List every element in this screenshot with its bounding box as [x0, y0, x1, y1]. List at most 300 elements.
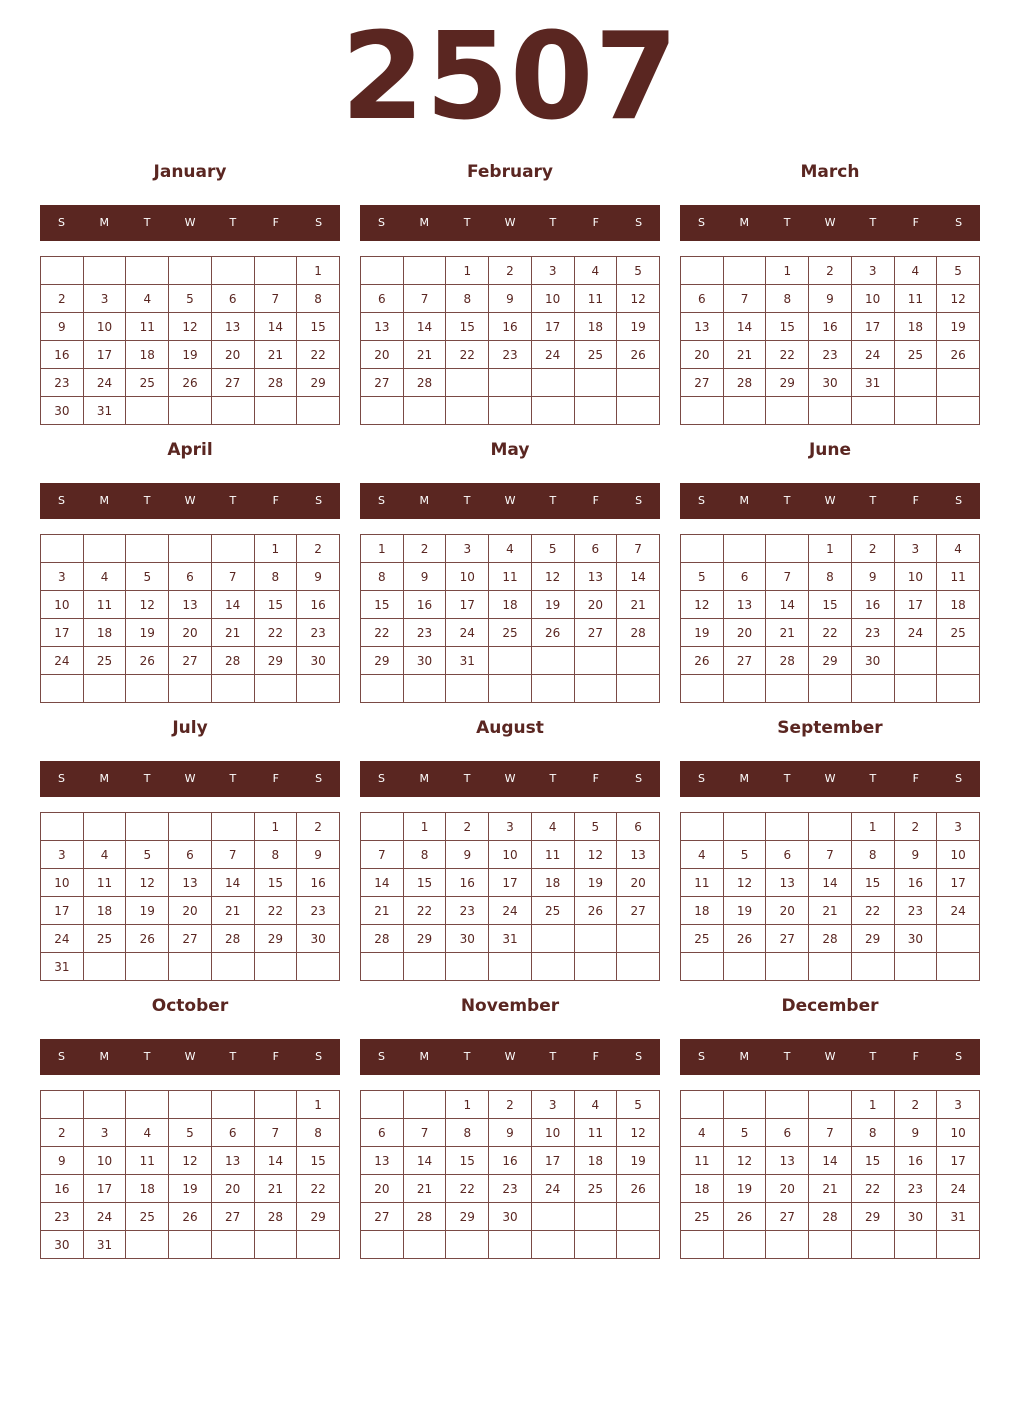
day-cell: 5 [617, 1091, 660, 1119]
day-cell: 7 [809, 1119, 852, 1147]
month-name: May [490, 440, 530, 460]
day-cell: 28 [617, 619, 660, 647]
weekday-label: T [229, 772, 237, 785]
day-cell: 27 [169, 647, 212, 675]
day-cell: 1 [254, 813, 297, 841]
day-cell: 10 [41, 591, 84, 619]
empty-cell [254, 1231, 297, 1259]
weekday-label: F [912, 494, 919, 507]
day-cell: 4 [681, 841, 724, 869]
day-cell: 5 [681, 563, 724, 591]
week-row [681, 869, 980, 897]
empty-cell [531, 953, 574, 981]
day-cell: 19 [126, 897, 169, 925]
weekday-label: M [99, 216, 110, 229]
weekday-label: S [315, 772, 323, 785]
day-cell: 23 [809, 341, 852, 369]
weekday-label: T [229, 494, 237, 507]
week-row [41, 1175, 340, 1203]
weekday-header [680, 205, 980, 241]
day-grid [40, 1090, 340, 1259]
month-name: September [777, 718, 883, 738]
day-cell: 9 [894, 1119, 937, 1147]
empty-cell [83, 813, 126, 841]
empty-cell [617, 397, 660, 425]
day-cell: 8 [851, 841, 894, 869]
empty-cell [41, 257, 84, 285]
day-cell: 13 [617, 841, 660, 869]
day-cell: 17 [531, 1147, 574, 1175]
month-name: June [808, 440, 852, 460]
day-cell: 24 [489, 897, 532, 925]
empty-cell [211, 535, 254, 563]
day-cell: 16 [489, 1147, 532, 1175]
empty-cell [41, 535, 84, 563]
day-cell: 25 [83, 647, 126, 675]
week-row [681, 591, 980, 619]
day-cell: 29 [297, 1203, 340, 1231]
week-row [41, 257, 340, 285]
day-cell: 8 [446, 1119, 489, 1147]
day-cell: 19 [617, 313, 660, 341]
day-cell: 29 [403, 925, 446, 953]
weekday-label: S [955, 772, 963, 785]
day-cell: 19 [723, 1175, 766, 1203]
day-cell: 13 [723, 591, 766, 619]
empty-cell [211, 397, 254, 425]
week-row [41, 869, 340, 897]
day-cell: 13 [361, 1147, 404, 1175]
day-cell: 23 [403, 619, 446, 647]
empty-cell [361, 397, 404, 425]
day-cell: 5 [169, 1119, 212, 1147]
day-cell: 22 [809, 619, 852, 647]
day-cell: 1 [403, 813, 446, 841]
day-cell: 14 [254, 313, 297, 341]
day-cell: 20 [766, 897, 809, 925]
day-cell: 30 [446, 925, 489, 953]
empty-cell [297, 953, 340, 981]
day-cell: 24 [937, 1175, 980, 1203]
week-row [361, 369, 660, 397]
day-cell: 2 [41, 285, 84, 313]
weekday-label: S [635, 1050, 643, 1063]
day-cell: 26 [723, 1203, 766, 1231]
day-cell: 8 [766, 285, 809, 313]
day-cell: 18 [681, 897, 724, 925]
empty-cell [41, 1091, 84, 1119]
weekday-label: F [272, 216, 279, 229]
empty-cell [169, 1231, 212, 1259]
weekday-label: M [739, 772, 750, 785]
day-cell: 19 [169, 1175, 212, 1203]
day-cell: 21 [723, 341, 766, 369]
week-row [681, 563, 980, 591]
day-cell: 5 [617, 257, 660, 285]
day-cell: 30 [403, 647, 446, 675]
day-cell: 24 [531, 341, 574, 369]
day-cell: 3 [531, 1091, 574, 1119]
day-cell: 19 [617, 1147, 660, 1175]
day-cell: 3 [937, 813, 980, 841]
day-cell: 12 [169, 1147, 212, 1175]
weekday-label: M [419, 1050, 430, 1063]
day-cell: 9 [446, 841, 489, 869]
empty-cell [617, 925, 660, 953]
day-cell: 16 [41, 1175, 84, 1203]
week-row [681, 535, 980, 563]
day-grid [680, 812, 980, 981]
day-cell: 18 [681, 1175, 724, 1203]
weekday-label: W [504, 216, 516, 229]
day-cell: 23 [297, 619, 340, 647]
day-cell: 16 [851, 591, 894, 619]
month-name: March [800, 162, 860, 182]
empty-cell [574, 675, 617, 703]
empty-cell [851, 675, 894, 703]
weekday-label: W [504, 494, 516, 507]
empty-cell [723, 397, 766, 425]
day-cell: 28 [254, 369, 297, 397]
day-cell: 1 [254, 535, 297, 563]
day-cell: 15 [297, 1147, 340, 1175]
day-cell: 2 [809, 257, 852, 285]
week-row [361, 563, 660, 591]
day-cell: 29 [766, 369, 809, 397]
month-name: August [476, 718, 544, 738]
day-cell: 21 [211, 897, 254, 925]
day-cell: 15 [851, 1147, 894, 1175]
day-cell: 11 [126, 1147, 169, 1175]
empty-cell [809, 1231, 852, 1259]
week-row [361, 1203, 660, 1231]
week-row [681, 1231, 980, 1259]
day-cell: 31 [83, 397, 126, 425]
day-cell: 12 [126, 591, 169, 619]
weekday-label: T [869, 216, 877, 229]
weekday-header [40, 483, 340, 519]
day-cell: 26 [937, 341, 980, 369]
day-cell: 29 [297, 369, 340, 397]
day-cell: 26 [169, 369, 212, 397]
empty-cell [361, 1091, 404, 1119]
empty-cell [723, 813, 766, 841]
day-cell: 18 [531, 869, 574, 897]
day-cell: 6 [617, 813, 660, 841]
empty-cell [809, 1091, 852, 1119]
day-cell: 4 [126, 285, 169, 313]
empty-cell [489, 397, 532, 425]
day-cell: 24 [83, 1203, 126, 1231]
day-cell: 29 [446, 1203, 489, 1231]
month-name: February [466, 162, 554, 182]
day-cell: 2 [297, 813, 340, 841]
day-cell: 11 [574, 1119, 617, 1147]
day-cell: 15 [446, 1147, 489, 1175]
day-cell: 21 [403, 1175, 446, 1203]
weekday-label: F [912, 772, 919, 785]
weekday-label: W [184, 772, 196, 785]
empty-cell [254, 397, 297, 425]
day-cell: 30 [851, 647, 894, 675]
week-row [681, 619, 980, 647]
empty-cell [446, 397, 489, 425]
day-cell: 22 [254, 897, 297, 925]
day-cell: 23 [297, 897, 340, 925]
day-cell: 29 [361, 647, 404, 675]
weekday-label: S [697, 216, 705, 229]
weekday-label: S [57, 216, 65, 229]
day-cell: 24 [41, 925, 84, 953]
day-cell: 26 [126, 925, 169, 953]
day-cell: 3 [894, 535, 937, 563]
day-cell: 6 [211, 285, 254, 313]
week-row [681, 1203, 980, 1231]
empty-cell [126, 1231, 169, 1259]
weekday-label: F [912, 1050, 919, 1063]
week-row [361, 897, 660, 925]
day-grid [680, 256, 980, 425]
day-cell: 26 [617, 341, 660, 369]
day-cell: 6 [723, 563, 766, 591]
weekday-label: M [99, 1050, 110, 1063]
weekday-label: T [549, 216, 557, 229]
month-name: December [781, 996, 879, 1016]
day-cell: 5 [723, 841, 766, 869]
weekday-header [680, 1039, 980, 1075]
weekday-header [680, 483, 980, 519]
day-cell: 15 [403, 869, 446, 897]
day-cell: 2 [489, 1091, 532, 1119]
day-cell: 5 [169, 285, 212, 313]
week-row [361, 841, 660, 869]
week-row [681, 841, 980, 869]
day-cell: 18 [126, 1175, 169, 1203]
day-cell: 18 [489, 591, 532, 619]
day-cell: 10 [83, 1147, 126, 1175]
day-cell: 8 [254, 841, 297, 869]
empty-cell [211, 257, 254, 285]
weekday-label: F [272, 1050, 279, 1063]
day-cell: 22 [446, 1175, 489, 1203]
day-cell: 30 [894, 925, 937, 953]
day-cell: 2 [489, 257, 532, 285]
empty-cell [937, 369, 980, 397]
empty-cell [851, 953, 894, 981]
weekday-label: W [184, 1050, 196, 1063]
day-cell: 22 [297, 341, 340, 369]
day-cell: 7 [766, 563, 809, 591]
weekday-label: M [99, 772, 110, 785]
empty-cell [211, 1231, 254, 1259]
empty-cell [937, 1231, 980, 1259]
day-cell: 28 [766, 647, 809, 675]
empty-cell [681, 257, 724, 285]
day-cell: 13 [681, 313, 724, 341]
day-cell: 3 [531, 257, 574, 285]
day-cell: 9 [41, 1147, 84, 1175]
day-cell: 22 [403, 897, 446, 925]
empty-cell [723, 257, 766, 285]
day-cell: 20 [574, 591, 617, 619]
empty-cell [574, 369, 617, 397]
week-row [681, 285, 980, 313]
day-cell: 6 [361, 285, 404, 313]
empty-cell [297, 675, 340, 703]
weekday-label: T [783, 216, 791, 229]
empty-cell [83, 257, 126, 285]
empty-cell [681, 397, 724, 425]
empty-cell [617, 369, 660, 397]
day-cell: 15 [766, 313, 809, 341]
empty-cell [169, 953, 212, 981]
empty-cell [126, 1091, 169, 1119]
empty-cell [83, 675, 126, 703]
day-cell: 17 [937, 1147, 980, 1175]
day-cell: 17 [851, 313, 894, 341]
weekday-label: T [783, 1050, 791, 1063]
week-row [41, 813, 340, 841]
week-row [681, 1175, 980, 1203]
day-cell: 3 [489, 813, 532, 841]
day-cell: 7 [254, 1119, 297, 1147]
day-cell: 3 [41, 841, 84, 869]
week-row [41, 1203, 340, 1231]
empty-cell [766, 953, 809, 981]
day-cell: 27 [169, 925, 212, 953]
empty-cell [681, 953, 724, 981]
week-row [681, 313, 980, 341]
empty-cell [403, 397, 446, 425]
day-cell: 11 [681, 869, 724, 897]
weekday-label: F [272, 494, 279, 507]
day-cell: 17 [531, 313, 574, 341]
day-cell: 10 [83, 313, 126, 341]
day-grid [680, 534, 980, 703]
year-title: 2507 [341, 8, 679, 147]
day-cell: 12 [531, 563, 574, 591]
week-row [361, 675, 660, 703]
day-cell: 14 [361, 869, 404, 897]
day-cell: 7 [617, 535, 660, 563]
day-grid [360, 534, 660, 703]
week-row [41, 285, 340, 313]
weekday-label: W [184, 494, 196, 507]
month-name: January [153, 162, 227, 182]
weekday-label: T [229, 1050, 237, 1063]
empty-cell [211, 675, 254, 703]
week-row [361, 257, 660, 285]
empty-cell [126, 813, 169, 841]
day-cell: 21 [809, 1175, 852, 1203]
day-cell: 7 [211, 563, 254, 591]
weekday-label: T [783, 494, 791, 507]
empty-cell [531, 397, 574, 425]
empty-cell [681, 1231, 724, 1259]
week-row [361, 953, 660, 981]
weekday-label: T [549, 494, 557, 507]
day-cell: 17 [894, 591, 937, 619]
day-cell: 11 [83, 869, 126, 897]
weekday-label: W [504, 772, 516, 785]
day-cell: 4 [894, 257, 937, 285]
day-cell: 30 [489, 1203, 532, 1231]
week-row [361, 1091, 660, 1119]
weekday-label: M [99, 494, 110, 507]
empty-cell [126, 953, 169, 981]
weekday-label: W [824, 772, 836, 785]
day-cell: 9 [41, 313, 84, 341]
weekday-label: S [57, 494, 65, 507]
weekday-label: M [739, 1050, 750, 1063]
day-grid [360, 256, 660, 425]
day-cell: 13 [211, 313, 254, 341]
day-cell: 28 [809, 925, 852, 953]
day-cell: 8 [297, 285, 340, 313]
day-cell: 4 [489, 535, 532, 563]
day-cell: 16 [41, 341, 84, 369]
empty-cell [531, 369, 574, 397]
day-cell: 11 [894, 285, 937, 313]
weekday-label: M [419, 216, 430, 229]
week-row [41, 397, 340, 425]
day-cell: 31 [851, 369, 894, 397]
empty-cell [446, 1231, 489, 1259]
day-cell: 5 [126, 841, 169, 869]
day-cell: 18 [83, 897, 126, 925]
day-cell: 11 [126, 313, 169, 341]
weekday-label: S [697, 1050, 705, 1063]
day-cell: 14 [254, 1147, 297, 1175]
day-cell: 28 [403, 1203, 446, 1231]
day-cell: 15 [446, 313, 489, 341]
day-cell: 24 [446, 619, 489, 647]
weekday-label: S [377, 216, 385, 229]
day-cell: 30 [41, 1231, 84, 1259]
weekday-label: T [463, 772, 471, 785]
day-cell: 10 [446, 563, 489, 591]
day-cell: 10 [489, 841, 532, 869]
day-cell: 13 [169, 591, 212, 619]
day-cell: 24 [937, 897, 980, 925]
empty-cell [169, 257, 212, 285]
empty-cell [723, 675, 766, 703]
empty-cell [894, 647, 937, 675]
day-cell: 12 [169, 313, 212, 341]
day-cell: 15 [809, 591, 852, 619]
day-cell: 27 [211, 369, 254, 397]
empty-cell [937, 675, 980, 703]
day-cell: 26 [723, 925, 766, 953]
day-cell: 25 [681, 925, 724, 953]
day-cell: 3 [83, 1119, 126, 1147]
day-cell: 2 [41, 1119, 84, 1147]
week-row [361, 1147, 660, 1175]
empty-cell [894, 369, 937, 397]
week-row [41, 1231, 340, 1259]
day-cell: 13 [169, 869, 212, 897]
week-row [681, 647, 980, 675]
week-row [361, 1119, 660, 1147]
empty-cell [126, 535, 169, 563]
week-row [361, 619, 660, 647]
empty-cell [446, 953, 489, 981]
day-cell: 4 [937, 535, 980, 563]
day-cell: 25 [574, 341, 617, 369]
day-cell: 23 [489, 1175, 532, 1203]
weekday-label: W [184, 216, 196, 229]
day-cell: 16 [489, 313, 532, 341]
